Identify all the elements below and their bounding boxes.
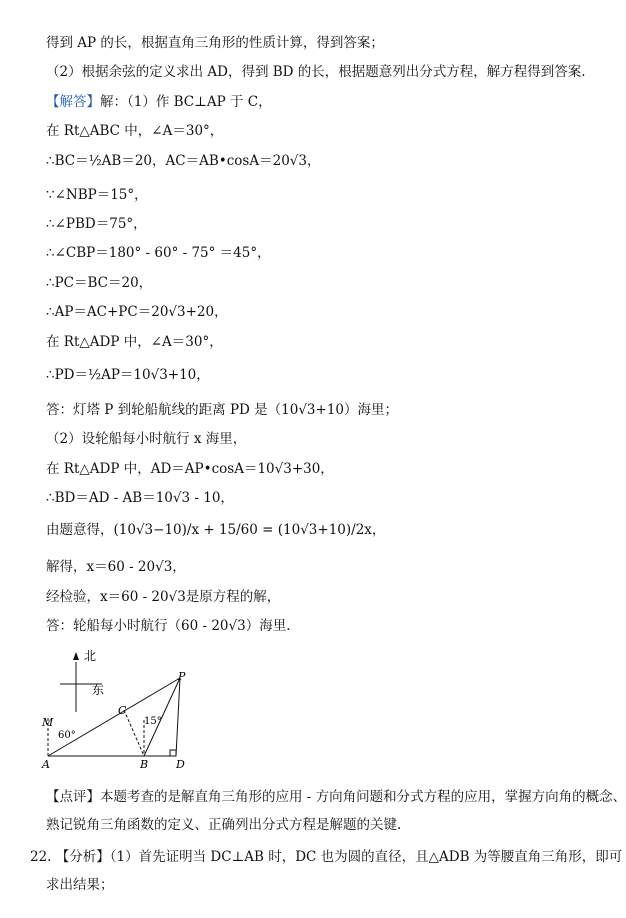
north-label: 北 [84,649,97,663]
line-6: ∵∠NBP＝15°， [46,187,148,203]
line-16: ∴BD＝AD - AB＝10√3 - 10， [46,490,234,506]
line-4: 在 Rt△ABC 中，∠A＝30°， [46,123,224,139]
line-12: ∴PD＝½AP＝10√3+10， [46,367,210,383]
label-15: 15° [144,716,162,727]
label-B: B [140,758,149,771]
label-C: C [118,704,127,717]
line-2: （2）根据余弦的定义求出 AD，得到 BD 的长，根据题意列出分式方程，解方程得到答案. [46,64,586,80]
line-19: 经检验，x＝60 - 20√3是原方程的解， [46,589,281,605]
line-21: 【点评】本题考查的是解直角三角形的应用 - 方向角问题和分式方程的应用，掌握方向角的概念、 [46,789,626,805]
line-11: 在 Rt△ADP 中，∠A＝30°， [46,334,223,350]
label-A: A [42,758,50,771]
line-20: 答：轮船每小时航行（60 - 20√3）海里. [46,618,291,634]
line-10: ∴AP＝AC+PC＝20√3+20， [46,304,228,320]
answer-start: 解：（1）作 BC⊥AP 于 C， [100,94,272,110]
line-3 [46,93,272,111]
line-13: 答：灯塔 P 到轮船航线的距离 PD 是（10√3+10）海里； [46,402,399,418]
line-23: 22. 【分析】（1）首先证明当 DC⊥AB 时，DC 也为圆的直径，且△ADB 为等腰直角三角形，即可 [30,849,623,865]
line-7: ∴∠PBD＝75°， [46,216,147,232]
line-15: 在 Rt△ADP 中，AD＝AP•cosA＝10√3+30， [46,461,334,477]
line-1: 得到 AP 的长，根据直角三角形的性质计算，得到答案； [46,35,384,51]
line-24: 求出结果； [46,877,114,893]
answer-tag: 【解答】 [46,94,100,110]
east-label: 东 [92,683,105,697]
line-9: ∴PC＝BC＝20， [46,275,153,291]
line-18: 解得，x＝60 - 20√3， [46,559,186,575]
line-8: ∴∠CBP＝180° - 60° - 75° ＝45°， [46,245,271,261]
label-D: D [176,758,185,771]
label-M: M [42,716,54,729]
label-P: P [178,670,186,683]
geometry-figure [40,640,200,780]
line-14: （2）设轮船每小时航行 x 海里， [46,431,247,447]
label-60: 60° [58,730,76,741]
line-17: 由题意得，(10√3−10)/x + 15/60 = (10√3+10)/2x， [46,522,386,538]
line-5: ∴BC＝½AB＝20，AC＝AB•cosA＝20√3， [46,153,321,169]
line-22: 熟记锐角三角函数的定义、正确列出分式方程是解题的关键. [46,817,402,833]
